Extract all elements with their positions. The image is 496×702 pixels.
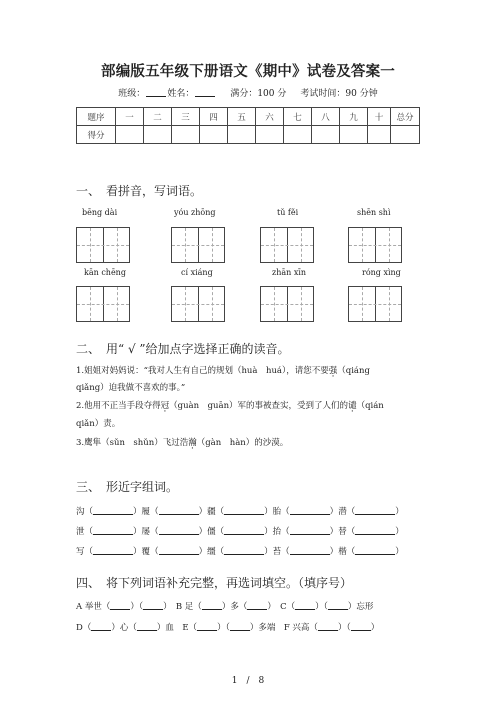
score-cell[interactable]: [228, 126, 256, 144]
section-4-title: 四、 将下列词语补充完整，再选词填空。（填序号）: [76, 576, 353, 590]
score-header-cell: 二: [144, 108, 172, 126]
class-blank[interactable]: [146, 87, 166, 97]
tianzige-row-2: [76, 286, 419, 326]
answer-blank[interactable]: [143, 601, 163, 610]
score-cell[interactable]: [391, 126, 420, 144]
pinyin: kān chēng: [84, 268, 126, 277]
answer-blank[interactable]: [159, 546, 199, 555]
tianzige-row-1: [76, 227, 419, 267]
score-header-cell: 八: [312, 108, 340, 126]
tianzige-box[interactable]: [260, 286, 314, 322]
tianzige-box[interactable]: [76, 286, 130, 322]
answer-blank[interactable]: [290, 546, 330, 555]
answer-blank[interactable]: [159, 526, 199, 535]
pinyin: tǔ fěi: [277, 208, 299, 217]
idiom-row-1: A 举世（ ）（ ） B 足（ ）多（ ） C（ ）（ ）忘形: [76, 602, 374, 612]
answer-blank[interactable]: [159, 506, 199, 515]
tianzige-box[interactable]: [171, 286, 225, 322]
tianzige-box[interactable]: [348, 227, 402, 263]
question-2-1-cont: qiǎng）迫我做不喜欢的事。”: [76, 383, 186, 393]
score-header-cell: 五: [228, 108, 256, 126]
answer-blank[interactable]: [224, 506, 264, 515]
question-2-2: 2.他用不正当手段夺得冠（guàn guān）军的事被查实，受到了人们的谴（qián: [76, 401, 384, 411]
score-header-cell: 四: [200, 108, 228, 126]
score-header-cell: 题序: [77, 108, 116, 126]
score-header-cell: 一: [116, 108, 144, 126]
answer-blank[interactable]: [295, 601, 315, 610]
pinyin: cí xiáng: [181, 268, 213, 277]
question-2-1: 1.姐姐对妈妈说：“我对人生有自己的规划（huà huá），请您不要强（qiáng: [76, 366, 370, 376]
answer-blank[interactable]: [290, 506, 330, 515]
answer-blank[interactable]: [355, 526, 395, 535]
score-cell[interactable]: [368, 126, 391, 144]
score-row-label: 得分: [77, 126, 116, 144]
pinyin-row-1: [76, 208, 419, 222]
full-score: 满分：100 分: [230, 89, 287, 99]
class-label: 班级：: [118, 89, 146, 99]
exam-info: [0, 86, 496, 99]
pinyin: shēn shì: [357, 208, 391, 217]
question-2-2-cont: qiǎn）责。: [76, 419, 121, 429]
answer-blank[interactable]: [93, 526, 133, 535]
score-cell[interactable]: [116, 126, 144, 144]
section-3-title: 三、 形近字组词。: [76, 480, 179, 494]
score-header-cell: 总分: [391, 108, 420, 126]
pinyin: zhān xīn: [272, 268, 307, 277]
answer-blank[interactable]: [328, 601, 348, 610]
answer-blank[interactable]: [351, 622, 371, 631]
answer-blank[interactable]: [290, 526, 330, 535]
answer-blank[interactable]: [247, 601, 267, 610]
answer-blank[interactable]: [355, 506, 395, 515]
score-cell[interactable]: [256, 126, 284, 144]
answer-blank[interactable]: [224, 546, 264, 555]
name-blank[interactable]: [195, 87, 215, 97]
word-row-1: 沟（ ）履（ ）疆（ ）胎（ ）潜（ ）: [76, 507, 404, 517]
pinyin: yóu zhōng: [174, 208, 216, 217]
score-header-cell: 七: [284, 108, 312, 126]
score-cell[interactable]: [144, 126, 172, 144]
score-header-cell: 十: [368, 108, 391, 126]
pinyin: bēng dài: [82, 208, 118, 217]
section-2-title: 二、 用“ √ ”给加点字选择正确的读音。: [76, 342, 290, 356]
section-1-title: 一、 看拼音，写词语。: [76, 184, 203, 198]
answer-blank[interactable]: [91, 622, 111, 631]
answer-blank[interactable]: [318, 622, 338, 631]
answer-blank[interactable]: [202, 601, 222, 610]
score-header-cell: 九: [340, 108, 368, 126]
score-cell[interactable]: [200, 126, 228, 144]
answer-blank[interactable]: [355, 546, 395, 555]
tianzige-box[interactable]: [260, 227, 314, 263]
question-2-3: 3.鹰隼（sǔn shǔn）飞过浩瀚（gàn hàn）的沙漠。: [76, 438, 289, 448]
exam-time: 考试时间：90 分钟: [300, 89, 378, 99]
page-number: 1 / 8: [231, 676, 265, 686]
answer-blank[interactable]: [224, 526, 264, 535]
idiom-row-2: D（ ）心（ ）血 E（ ）（ ）多端 F 兴高（ ）（ ）: [76, 623, 380, 633]
name-label: 姓名：: [167, 89, 195, 99]
word-row-3: 写（ ）覆（ ）缰（ ）苔（ ）楷（ ）: [76, 547, 404, 557]
answer-blank[interactable]: [197, 622, 217, 631]
score-header-row: [77, 108, 420, 126]
score-header-cell: 三: [172, 108, 200, 126]
score-value-row: [77, 126, 420, 144]
tianzige-box[interactable]: [171, 227, 225, 263]
score-table: [76, 107, 420, 144]
answer-blank[interactable]: [230, 622, 250, 631]
answer-blank[interactable]: [93, 546, 133, 555]
pinyin-row-2: [76, 268, 419, 282]
pinyin: róng xìng: [362, 268, 401, 277]
score-cell[interactable]: [312, 126, 340, 144]
tianzige-box[interactable]: [76, 227, 130, 263]
score-cell[interactable]: [284, 126, 312, 144]
answer-blank[interactable]: [110, 601, 130, 610]
answer-blank[interactable]: [93, 506, 133, 515]
score-header-cell: 六: [256, 108, 284, 126]
answer-blank[interactable]: [137, 622, 157, 631]
score-cell[interactable]: [172, 126, 200, 144]
score-cell[interactable]: [340, 126, 368, 144]
word-row-2: 泄（ ）屡（ ）僵（ ）抬（ ）替（ ）: [76, 527, 404, 537]
page-title: 部编版五年级下册语文《期中》试卷及答案一: [101, 64, 395, 80]
tianzige-box[interactable]: [348, 286, 402, 322]
